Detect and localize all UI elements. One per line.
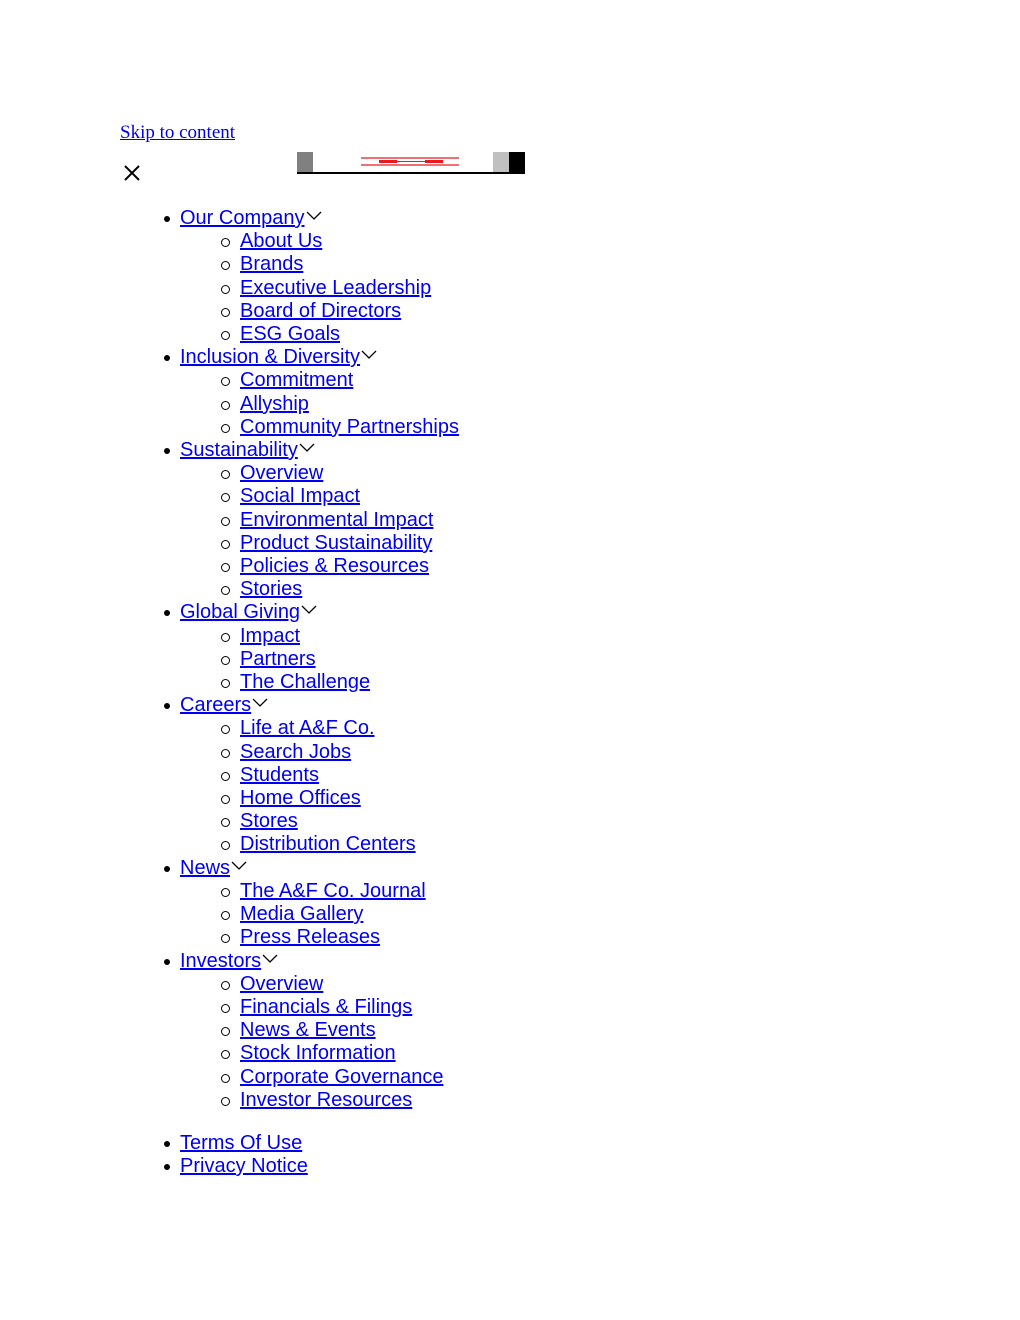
list-item xyxy=(240,1019,459,1042)
submenu-link-executive-leadership[interactable]: Executive Leadership xyxy=(240,276,432,299)
footer-link-terms-of-use[interactable]: Terms Of Use xyxy=(180,1131,303,1154)
nav-link-careers[interactable]: Careers xyxy=(180,694,252,717)
list-item xyxy=(240,578,459,601)
chevron-down-icon[interactable] xyxy=(261,952,279,964)
submenu-link-impact[interactable]: Impact xyxy=(240,624,301,647)
submenu-link-overview[interactable]: Overview xyxy=(240,462,324,485)
list-item xyxy=(240,462,459,485)
nav-submenu-our-company xyxy=(240,230,459,346)
nav-link-our-company[interactable]: Our Company xyxy=(180,207,305,229)
list-item xyxy=(240,1089,459,1112)
list-item xyxy=(240,369,459,392)
list-item xyxy=(180,1132,459,1155)
list-item xyxy=(240,277,459,300)
list-item xyxy=(180,1155,459,1178)
list-item xyxy=(240,787,459,810)
list-item xyxy=(240,625,459,648)
submenu-link-the-aandf-co-journal[interactable]: The A&F Co. Journal xyxy=(240,879,426,902)
chevron-down-icon[interactable] xyxy=(230,859,248,871)
nav-list xyxy=(180,207,459,1112)
chevron-down-icon[interactable] xyxy=(300,603,318,615)
submenu-link-board-of-directors[interactable]: Board of Directors xyxy=(240,299,402,322)
list-item xyxy=(240,323,459,346)
submenu-link-stock-information[interactable]: Stock Information xyxy=(240,1042,396,1065)
list-item xyxy=(240,741,459,764)
submenu-link-media-gallery[interactable]: Media Gallery xyxy=(240,903,364,926)
nav-section-news xyxy=(180,857,459,950)
submenu-link-community-partnerships[interactable]: Community Partnerships xyxy=(240,415,459,438)
submenu-link-the-challenge[interactable]: The Challenge xyxy=(240,671,371,694)
list-item xyxy=(240,416,459,439)
list-item xyxy=(240,300,459,323)
submenu-link-news-and-events[interactable]: News & Events xyxy=(240,1019,376,1042)
list-item xyxy=(240,926,459,949)
submenu-link-search-jobs[interactable]: Search Jobs xyxy=(240,740,352,763)
nav-link-news[interactable]: News xyxy=(180,856,231,879)
submenu-link-press-releases[interactable]: Press Releases xyxy=(240,926,381,949)
list-item xyxy=(240,764,459,787)
list-item xyxy=(240,717,459,740)
list-item xyxy=(240,253,459,276)
submenu-link-product-sustainability[interactable]: Product Sustainability xyxy=(240,531,433,554)
list-item xyxy=(240,880,459,903)
submenu-link-esg-goals[interactable]: ESG Goals xyxy=(240,323,341,346)
list-item xyxy=(240,648,459,671)
nav-section-investors xyxy=(180,950,459,1112)
chevron-down-icon[interactable] xyxy=(305,209,323,221)
nav-section-sustainability xyxy=(180,439,459,601)
list-item xyxy=(240,485,459,508)
nav-section-global-giving xyxy=(180,601,459,694)
submenu-link-brands[interactable]: Brands xyxy=(240,253,304,276)
submenu-link-home-offices[interactable]: Home Offices xyxy=(240,787,361,810)
close-icon[interactable] xyxy=(121,162,143,184)
list-item xyxy=(240,509,459,532)
nav-submenu-global-giving xyxy=(240,625,459,695)
submenu-link-investor-resources[interactable]: Investor Resources xyxy=(240,1088,413,1111)
submenu-link-about-us[interactable]: About Us xyxy=(240,230,323,253)
list-item xyxy=(240,810,459,833)
submenu-link-corporate-governance[interactable]: Corporate Governance xyxy=(240,1065,444,1088)
nav-section-inclusion-and-diversity xyxy=(180,346,459,439)
list-item xyxy=(240,1042,459,1065)
nav-submenu-careers xyxy=(240,717,459,856)
submenu-link-policies-and-resources[interactable]: Policies & Resources xyxy=(240,555,429,578)
nav-submenu-inclusion-and-diversity xyxy=(240,369,459,439)
submenu-link-allyship[interactable]: Allyship xyxy=(240,392,309,415)
submenu-link-environmental-impact[interactable]: Environmental Impact xyxy=(240,508,434,531)
nav-link-investors[interactable]: Investors xyxy=(180,949,262,972)
list-item xyxy=(240,973,459,996)
skip-to-content-link[interactable]: Skip to content xyxy=(120,122,236,143)
nav-link-global-giving[interactable]: Global Giving xyxy=(180,601,301,624)
nav-submenu-investors xyxy=(240,973,459,1112)
footer-link-privacy-notice[interactable]: Privacy Notice xyxy=(180,1155,308,1178)
submenu-link-stories[interactable]: Stories xyxy=(240,578,303,601)
submenu-link-partners[interactable]: Partners xyxy=(240,647,316,670)
nav-link-inclusion-and-diversity[interactable]: Inclusion & Diversity xyxy=(180,346,361,369)
submenu-link-life-at-aandf-co[interactable]: Life at A&F Co. xyxy=(240,717,375,740)
list-item xyxy=(240,671,459,694)
nav-submenu-sustainability xyxy=(240,462,459,601)
list-item xyxy=(240,996,459,1019)
submenu-link-social-impact[interactable]: Social Impact xyxy=(240,485,361,508)
submenu-link-overview[interactable]: Overview xyxy=(240,972,324,995)
chevron-down-icon[interactable] xyxy=(251,696,269,708)
nav-link-sustainability[interactable]: Sustainability xyxy=(180,439,298,462)
submenu-link-commitment[interactable]: Commitment xyxy=(240,369,354,392)
brand-logo[interactable] xyxy=(297,152,525,174)
chevron-down-icon[interactable] xyxy=(298,441,316,453)
footer-links xyxy=(180,1132,459,1178)
submenu-link-stores[interactable]: Stores xyxy=(240,810,298,833)
list-item xyxy=(240,230,459,253)
chevron-down-icon[interactable] xyxy=(360,348,378,360)
submenu-link-financials-and-filings[interactable]: Financials & Filings xyxy=(240,995,413,1018)
main-navigation xyxy=(180,207,459,1178)
list-item xyxy=(240,833,459,856)
submenu-link-distribution-centers[interactable]: Distribution Centers xyxy=(240,833,416,856)
list-item xyxy=(240,393,459,416)
list-item xyxy=(240,555,459,578)
nav-section-careers xyxy=(180,694,459,856)
list-item xyxy=(240,903,459,926)
nav-submenu-news xyxy=(240,880,459,950)
submenu-link-students[interactable]: Students xyxy=(240,763,319,786)
list-item xyxy=(240,532,459,555)
nav-section-our-company xyxy=(180,207,459,346)
list-item xyxy=(240,1066,459,1089)
